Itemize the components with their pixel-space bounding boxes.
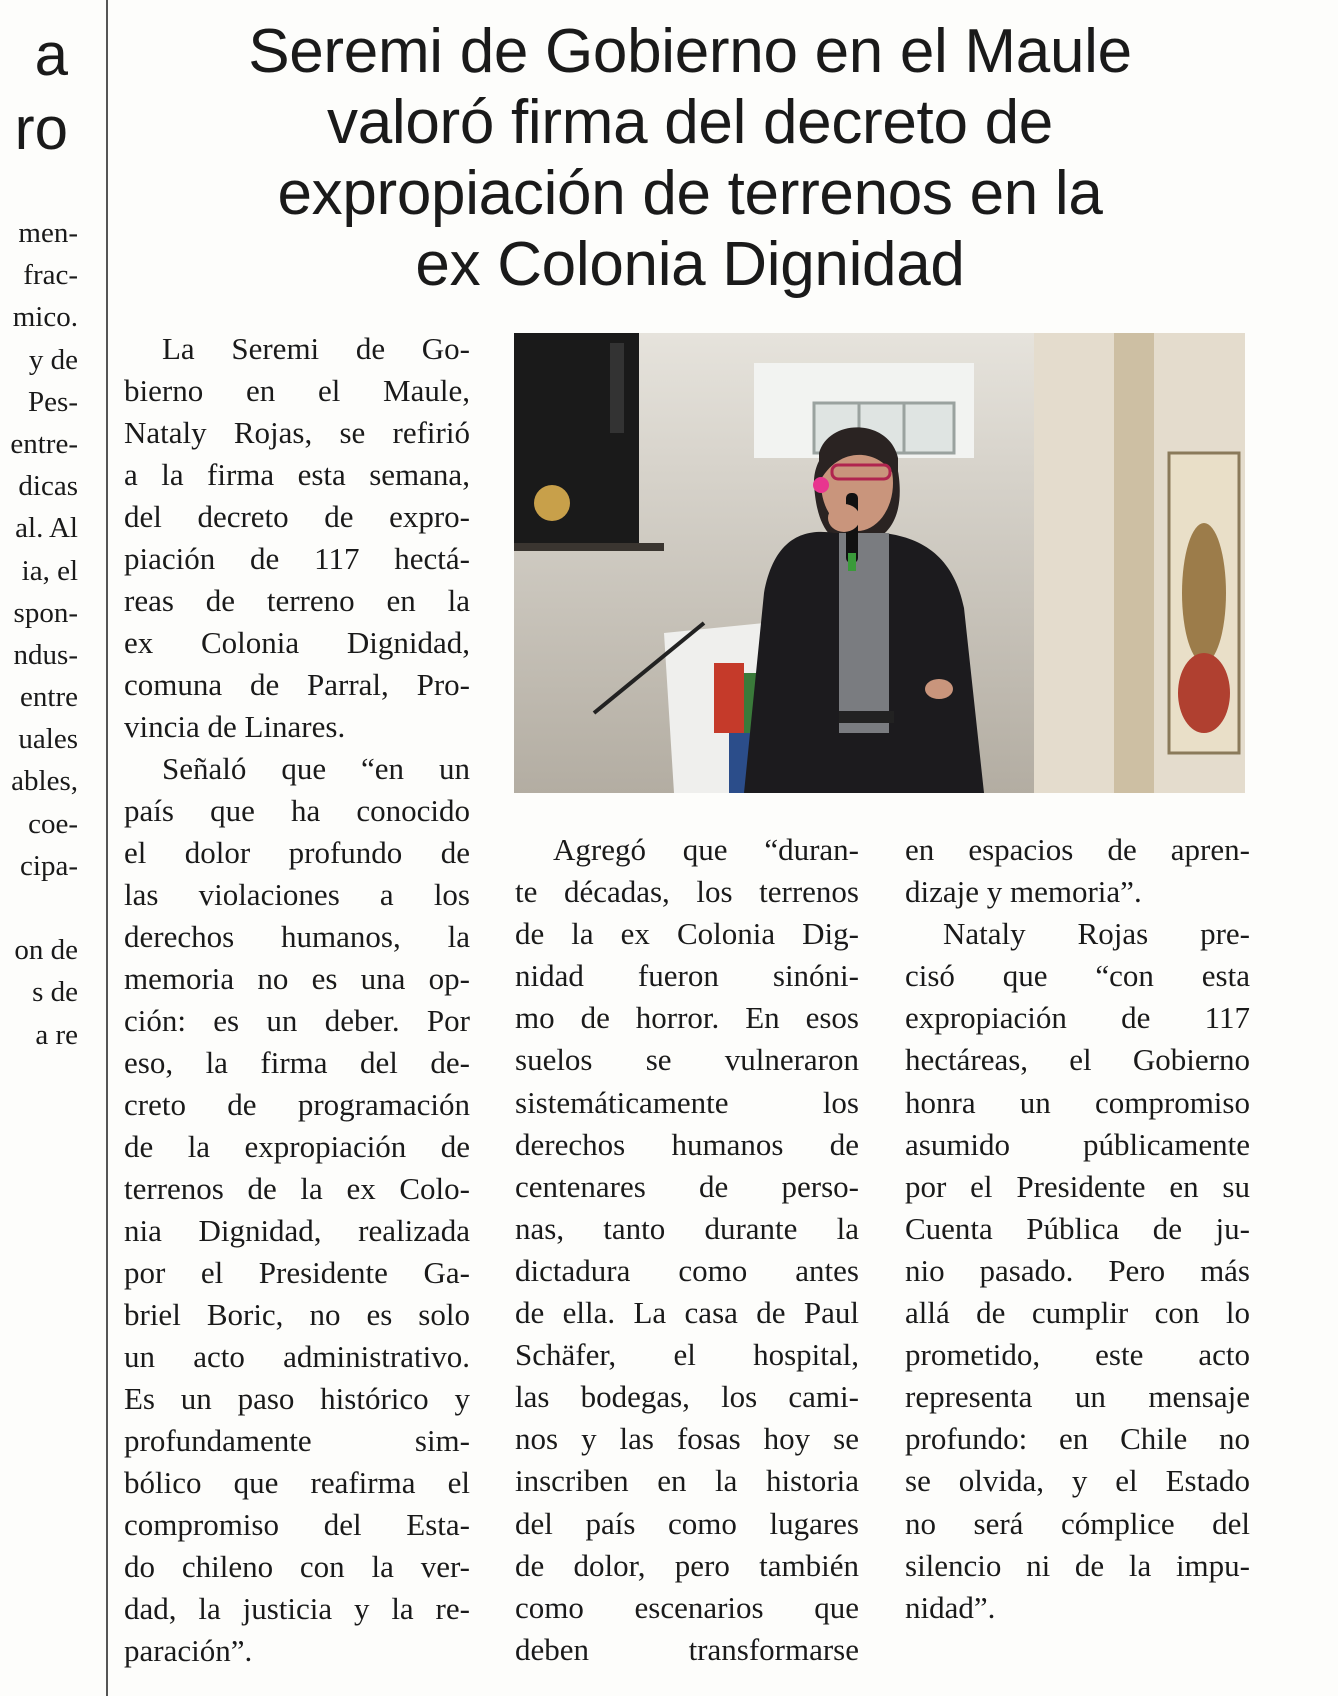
text-line: allá de cumplir con lo xyxy=(905,1295,1250,1331)
text-line: nidad fueron sinóni- xyxy=(515,958,859,994)
adjacent-text-line: dicas xyxy=(18,470,78,503)
text-line: ex Colonia Dignidad, xyxy=(124,625,470,660)
text-line: por el Presidente en su xyxy=(905,1168,1250,1204)
text-line: Schäfer, el hospital, xyxy=(515,1337,859,1373)
text-line: eso, la firma del de- xyxy=(124,1045,470,1080)
text-line: a la firma esta semana, xyxy=(124,457,470,492)
text-line: en espacios de apren- xyxy=(905,832,1250,867)
text-line: las violaciones a los xyxy=(124,877,470,912)
article-photo xyxy=(514,333,1245,793)
adjacent-text-line: spon- xyxy=(13,596,78,629)
adjacent-text-line: y de xyxy=(28,343,78,376)
text-line: Señaló que “en un xyxy=(162,751,470,786)
text-line: expropiación de 117 xyxy=(905,1000,1250,1036)
text-line: cisó que “con esta xyxy=(905,958,1250,994)
article-column-1 xyxy=(124,328,470,1672)
text-line: bólico que reafirma el xyxy=(124,1465,470,1500)
adjacent-text-line xyxy=(10,887,78,929)
article-column-2 xyxy=(515,829,859,1671)
text-line: se olvida, y el Estado xyxy=(905,1463,1250,1499)
text-line: piación de 117 hectá- xyxy=(124,541,470,576)
text-line: derechos humanos de xyxy=(515,1126,859,1162)
text-line: nidad”. xyxy=(905,1589,996,1625)
adjacent-text-line: al. Al xyxy=(15,512,78,545)
text-line: memoria no es una op- xyxy=(124,961,470,996)
adjacent-text-line: frac- xyxy=(23,259,78,292)
text-line: briel Boric, no es solo xyxy=(124,1297,470,1332)
text-line: del decreto de expro- xyxy=(124,499,470,534)
article-column-3 xyxy=(905,829,1250,1629)
text-line: do chileno con la ver- xyxy=(124,1549,470,1584)
text-line: reas de terreno en la xyxy=(124,583,470,618)
adjacent-headline-line: ro xyxy=(14,95,68,162)
text-line: de la ex Colonia Dig- xyxy=(515,916,859,952)
text-line: honra un compromiso xyxy=(905,1084,1250,1120)
text-line: terrenos de la ex Colo- xyxy=(124,1171,470,1206)
text-line: como escenarios que xyxy=(515,1589,859,1625)
text-line: inscriben en la historia xyxy=(515,1463,859,1499)
adjacent-text-line: a re xyxy=(35,1018,78,1051)
text-line: dad, la justicia y la re- xyxy=(124,1591,470,1626)
text-line: nos y las fosas hoy se xyxy=(515,1421,859,1457)
text-line: centenares de perso- xyxy=(515,1168,859,1204)
text-line: las bodegas, los cami- xyxy=(515,1379,859,1415)
text-line: el dolor profundo de xyxy=(124,835,470,870)
adjacent-text-line: ia, el xyxy=(21,554,78,587)
adjacent-text-line: entre- xyxy=(10,427,78,460)
adjacent-text-fragment xyxy=(10,212,78,1056)
text-line: país que ha conocido xyxy=(124,793,470,828)
text-line: Nataly Rojas pre- xyxy=(943,916,1250,952)
text-line: compromiso del Esta- xyxy=(124,1507,470,1542)
adjacent-text-line: s de xyxy=(32,976,78,1009)
headline-line: ex Colonia Dignidad xyxy=(415,230,965,299)
text-line: de la expropiación de xyxy=(124,1129,470,1164)
text-line: ción: es un deber. Por xyxy=(124,1003,470,1038)
text-line: de dolor, pero también xyxy=(515,1547,859,1583)
text-line: Cuenta Pública de ju- xyxy=(905,1210,1250,1246)
text-line: creto de programación xyxy=(124,1087,470,1122)
adjacent-text-line: on de xyxy=(14,934,78,967)
text-line: dizaje y memoria”. xyxy=(905,874,1142,910)
text-line: paración”. xyxy=(124,1633,253,1668)
adjacent-headline-line: a xyxy=(34,21,68,88)
text-line: hectáreas, el Gobierno xyxy=(905,1042,1250,1078)
adjacent-text-line: men- xyxy=(18,217,78,249)
text-line: dictadura como antes xyxy=(515,1252,859,1288)
text-line: mo de horror. En esos xyxy=(515,1000,859,1036)
text-line: por el Presidente Ga- xyxy=(124,1255,470,1290)
text-line: nio pasado. Pero más xyxy=(905,1252,1250,1288)
text-line: La Seremi de Go- xyxy=(162,331,470,366)
adjacent-article-fragment xyxy=(0,0,80,1100)
text-line: un acto administrativo. xyxy=(124,1339,470,1374)
adjacent-text-line: ables, xyxy=(11,765,78,798)
adjacent-text-line: Pes- xyxy=(28,385,78,418)
text-line: del país como lugares xyxy=(515,1505,859,1541)
text-line: asumido públicamente xyxy=(905,1126,1250,1162)
text-line: silencio ni de la impu- xyxy=(905,1547,1250,1583)
column-divider xyxy=(106,0,108,1696)
adjacent-text-line: ndus- xyxy=(13,638,78,671)
text-line: no será cómplice del xyxy=(905,1505,1250,1541)
text-line: representa un mensaje xyxy=(905,1379,1250,1415)
adjacent-text-line: cipa- xyxy=(20,849,78,882)
text-line: nas, tanto durante la xyxy=(515,1210,859,1246)
text-line: prometido, este acto xyxy=(905,1337,1250,1373)
text-line: comuna de Parral, Pro- xyxy=(124,667,470,702)
adjacent-text-line: entre xyxy=(20,681,78,714)
adjacent-text-line: uales xyxy=(18,723,78,756)
text-line: Es un paso histórico y xyxy=(124,1381,470,1416)
text-line: te décadas, los terrenos xyxy=(515,874,859,910)
text-line: nia Dignidad, realizada xyxy=(124,1213,470,1248)
text-line: Agregó que “duran- xyxy=(553,832,859,867)
text-line: vincia de Linares. xyxy=(124,709,346,744)
headline-line: Seremi de Gobierno en el Maule xyxy=(248,17,1132,86)
text-line: Nataly Rojas, se refirió xyxy=(124,415,470,450)
text-line: suelos se vulneraron xyxy=(515,1042,859,1078)
adjacent-headline-fragment xyxy=(15,18,68,166)
text-line: profundo: en Chile no xyxy=(905,1421,1250,1457)
text-line: bierno en el Maule, xyxy=(124,373,470,408)
headline-line: expropiación de terrenos en la xyxy=(277,159,1103,228)
text-line: profundamente sim- xyxy=(124,1423,470,1458)
adjacent-text-line: mico. xyxy=(12,301,78,334)
headline-line: valoró firma del decreto de xyxy=(327,88,1053,157)
text-line: deben transformarse xyxy=(515,1631,859,1667)
photo-illustration xyxy=(514,333,1245,793)
text-line: derechos humanos, la xyxy=(124,919,470,954)
text-line: sistemáticamente los xyxy=(515,1084,859,1120)
article-headline xyxy=(120,16,1260,300)
text-line: de ella. La casa de Paul xyxy=(515,1295,859,1331)
adjacent-text-line: coe- xyxy=(28,807,78,840)
